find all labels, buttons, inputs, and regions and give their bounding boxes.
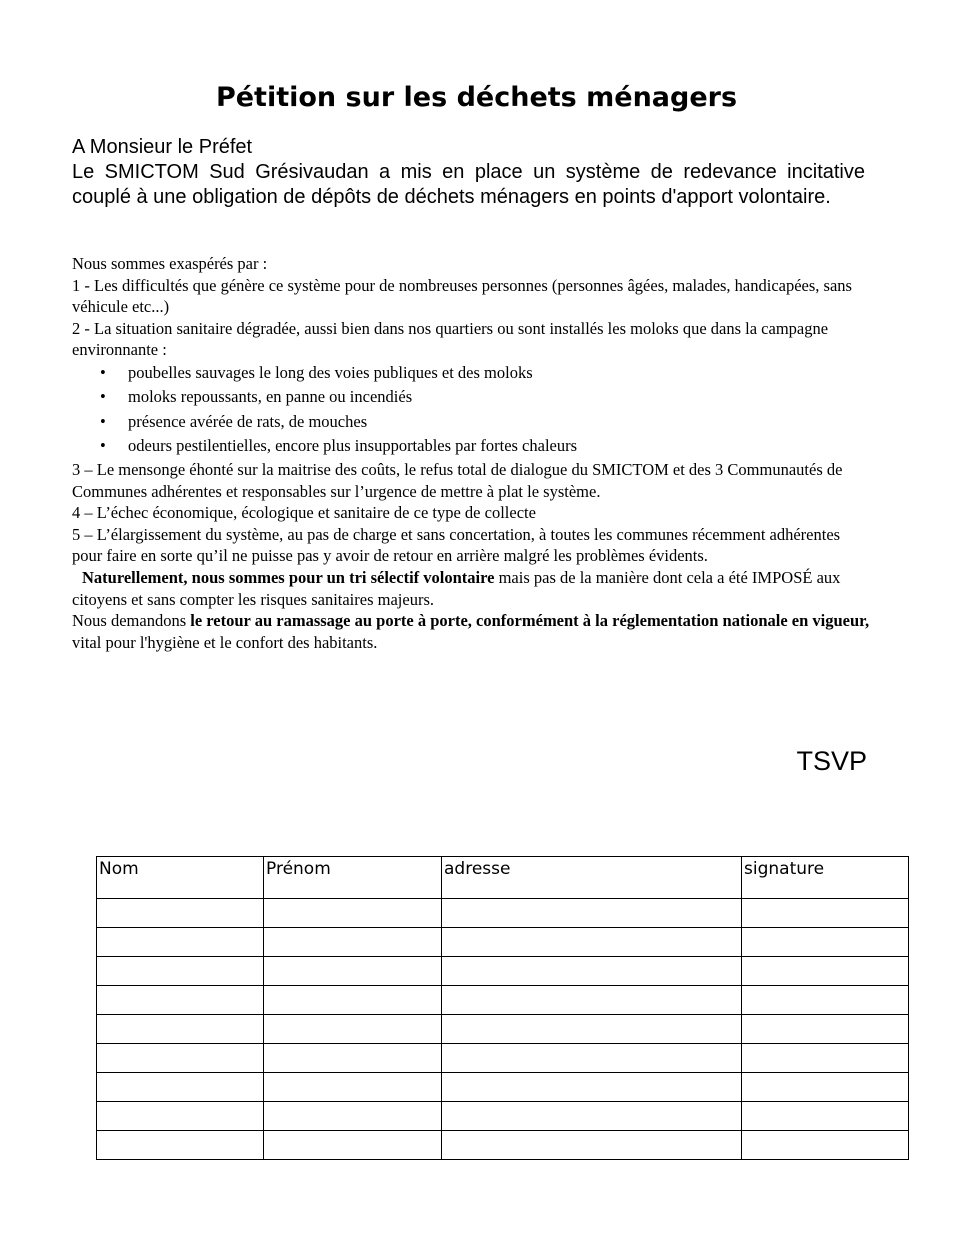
position-bold: Naturellement, nous sommes pour un tri sélectif volontaire xyxy=(82,567,495,587)
signature-cell-adresse xyxy=(442,957,742,986)
signature-cell-nom xyxy=(97,986,264,1015)
column-header-signature: signature xyxy=(742,857,909,899)
column-header-prenom: Prénom xyxy=(264,857,442,899)
signature-cell-nom xyxy=(97,957,264,986)
signature-cell-signature xyxy=(742,957,909,986)
signature-cell-nom xyxy=(97,1015,264,1044)
demand-prefix: Nous demandons xyxy=(72,611,191,631)
signature-cell-nom xyxy=(97,1044,264,1073)
demand-suffix: vital pour l'hygiène et le confort des habitants. xyxy=(72,632,378,652)
list-item-text: poubelles sauvages le long des voies publiques et des moloks xyxy=(128,362,533,382)
list-item xyxy=(72,434,872,459)
signature-cell-nom xyxy=(97,928,264,957)
signature-cell-nom xyxy=(97,1131,264,1160)
signature-cell-prenom xyxy=(264,1131,442,1160)
column-header-adresse: adresse xyxy=(442,857,742,899)
petition-body xyxy=(72,253,872,653)
sanitary-bullet-list xyxy=(72,361,872,459)
table-row xyxy=(97,928,909,957)
signature-cell-signature xyxy=(742,928,909,957)
column-header-nom: Nom xyxy=(97,857,264,899)
signature-table xyxy=(96,856,909,1160)
signature-rows xyxy=(97,899,909,1160)
signature-cell-signature xyxy=(742,1131,909,1160)
table-row xyxy=(97,957,909,986)
grievances-lead: Nous sommes exaspérés par : xyxy=(72,254,268,273)
intro-block xyxy=(72,135,865,210)
signature-cell-signature xyxy=(742,1102,909,1131)
document-title: Pétition sur les déchets ménagers xyxy=(215,82,738,113)
table-header-row xyxy=(97,857,909,899)
signature-cell-nom xyxy=(97,899,264,928)
signature-cell-signature xyxy=(742,986,909,1015)
signature-cell-adresse xyxy=(442,928,742,957)
list-item-text: odeurs pestilentielles, encore plus insupportables par fortes chaleurs xyxy=(128,436,578,456)
signature-cell-prenom xyxy=(264,957,442,986)
grievance-item-1: 1 - Les difficultés que génère ce système pour de nombreuses personnes (personnes âgées, malades, handicapées, sans véhicule etc...) xyxy=(72,275,852,317)
signature-cell-prenom xyxy=(264,1102,442,1131)
salutation: A Monsieur le Préfet xyxy=(72,136,253,158)
signature-cell-prenom xyxy=(264,1015,442,1044)
signature-cell-prenom xyxy=(264,1073,442,1102)
signature-cell-adresse xyxy=(442,1044,742,1073)
grievance-item-3: 3 – Le mensonge éhonté sur la maitrise des coûts, le refus total de dialogue du SMICTOM et des 3 Communautés de Communes adhérentes et responsables sur l’urgence de mettre à plat le système. xyxy=(72,459,843,501)
signature-cell-adresse xyxy=(442,1131,742,1160)
bullet-icon: • xyxy=(100,362,106,382)
signature-cell-signature xyxy=(742,899,909,928)
signature-cell-prenom xyxy=(264,1044,442,1073)
table-row xyxy=(97,1102,909,1131)
signature-cell-adresse xyxy=(442,986,742,1015)
signature-cell-nom xyxy=(97,1073,264,1102)
tsvp-note: TSVP xyxy=(796,746,867,776)
table-row xyxy=(97,1131,909,1160)
intro-statement: Le SMICTOM Sud Grésivaudan a mis en place un système de redevance incitative couplé à une obligation de dépôts de déchets ménagers en points d'apport volontaire. xyxy=(72,161,865,208)
signature-cell-nom xyxy=(97,1102,264,1131)
signature-cell-adresse xyxy=(442,899,742,928)
signature-cell-adresse xyxy=(442,1102,742,1131)
table-row xyxy=(97,986,909,1015)
signature-cell-signature xyxy=(742,1073,909,1102)
demand-paragraph xyxy=(72,610,872,653)
list-item xyxy=(72,410,872,435)
list-item xyxy=(72,385,872,410)
signature-cell-adresse xyxy=(442,1073,742,1102)
position-rest: mais pas de la manière dont cela a été IMPOSÉ aux citoyens et sans compter les risques sanitaires majeurs. xyxy=(72,567,841,609)
bullet-icon: • xyxy=(100,436,106,456)
signature-cell-prenom xyxy=(264,986,442,1015)
table-row xyxy=(97,1015,909,1044)
demand-bold: le retour au ramassage au porte à porte, conformément à la réglementation nationale en vigueur, xyxy=(190,611,870,631)
table-row xyxy=(97,899,909,928)
signature-cell-signature xyxy=(742,1015,909,1044)
signature-cell-prenom xyxy=(264,899,442,928)
table-row xyxy=(97,1044,909,1073)
grievance-item-2: 2 - La situation sanitaire dégradée, aussi bien dans nos quartiers ou sont installés les moloks que dans la campagne environnante : xyxy=(72,318,829,360)
list-item-text: présence avérée de rats, de mouches xyxy=(128,411,368,431)
list-item-text: moloks repoussants, en panne ou incendiés xyxy=(128,387,413,407)
signature-cell-signature xyxy=(742,1044,909,1073)
grievance-item-5: 5 – L’élargissement du système, au pas de charge et sans concertation, à toutes les communes récemment adhérentes pour faire en sorte qu’il ne puisse pas y avoir de retour en arrière malgré les problèmes évidents. xyxy=(72,524,841,566)
bullet-icon: • xyxy=(100,411,106,431)
position-paragraph xyxy=(72,567,872,610)
signature-cell-adresse xyxy=(442,1015,742,1044)
signature-cell-prenom xyxy=(264,928,442,957)
grievance-item-4: 4 – L’échec économique, écologique et sanitaire de ce type de collecte xyxy=(72,503,536,523)
table-row xyxy=(97,1073,909,1102)
bullet-icon: • xyxy=(100,387,106,407)
list-item xyxy=(72,361,872,386)
